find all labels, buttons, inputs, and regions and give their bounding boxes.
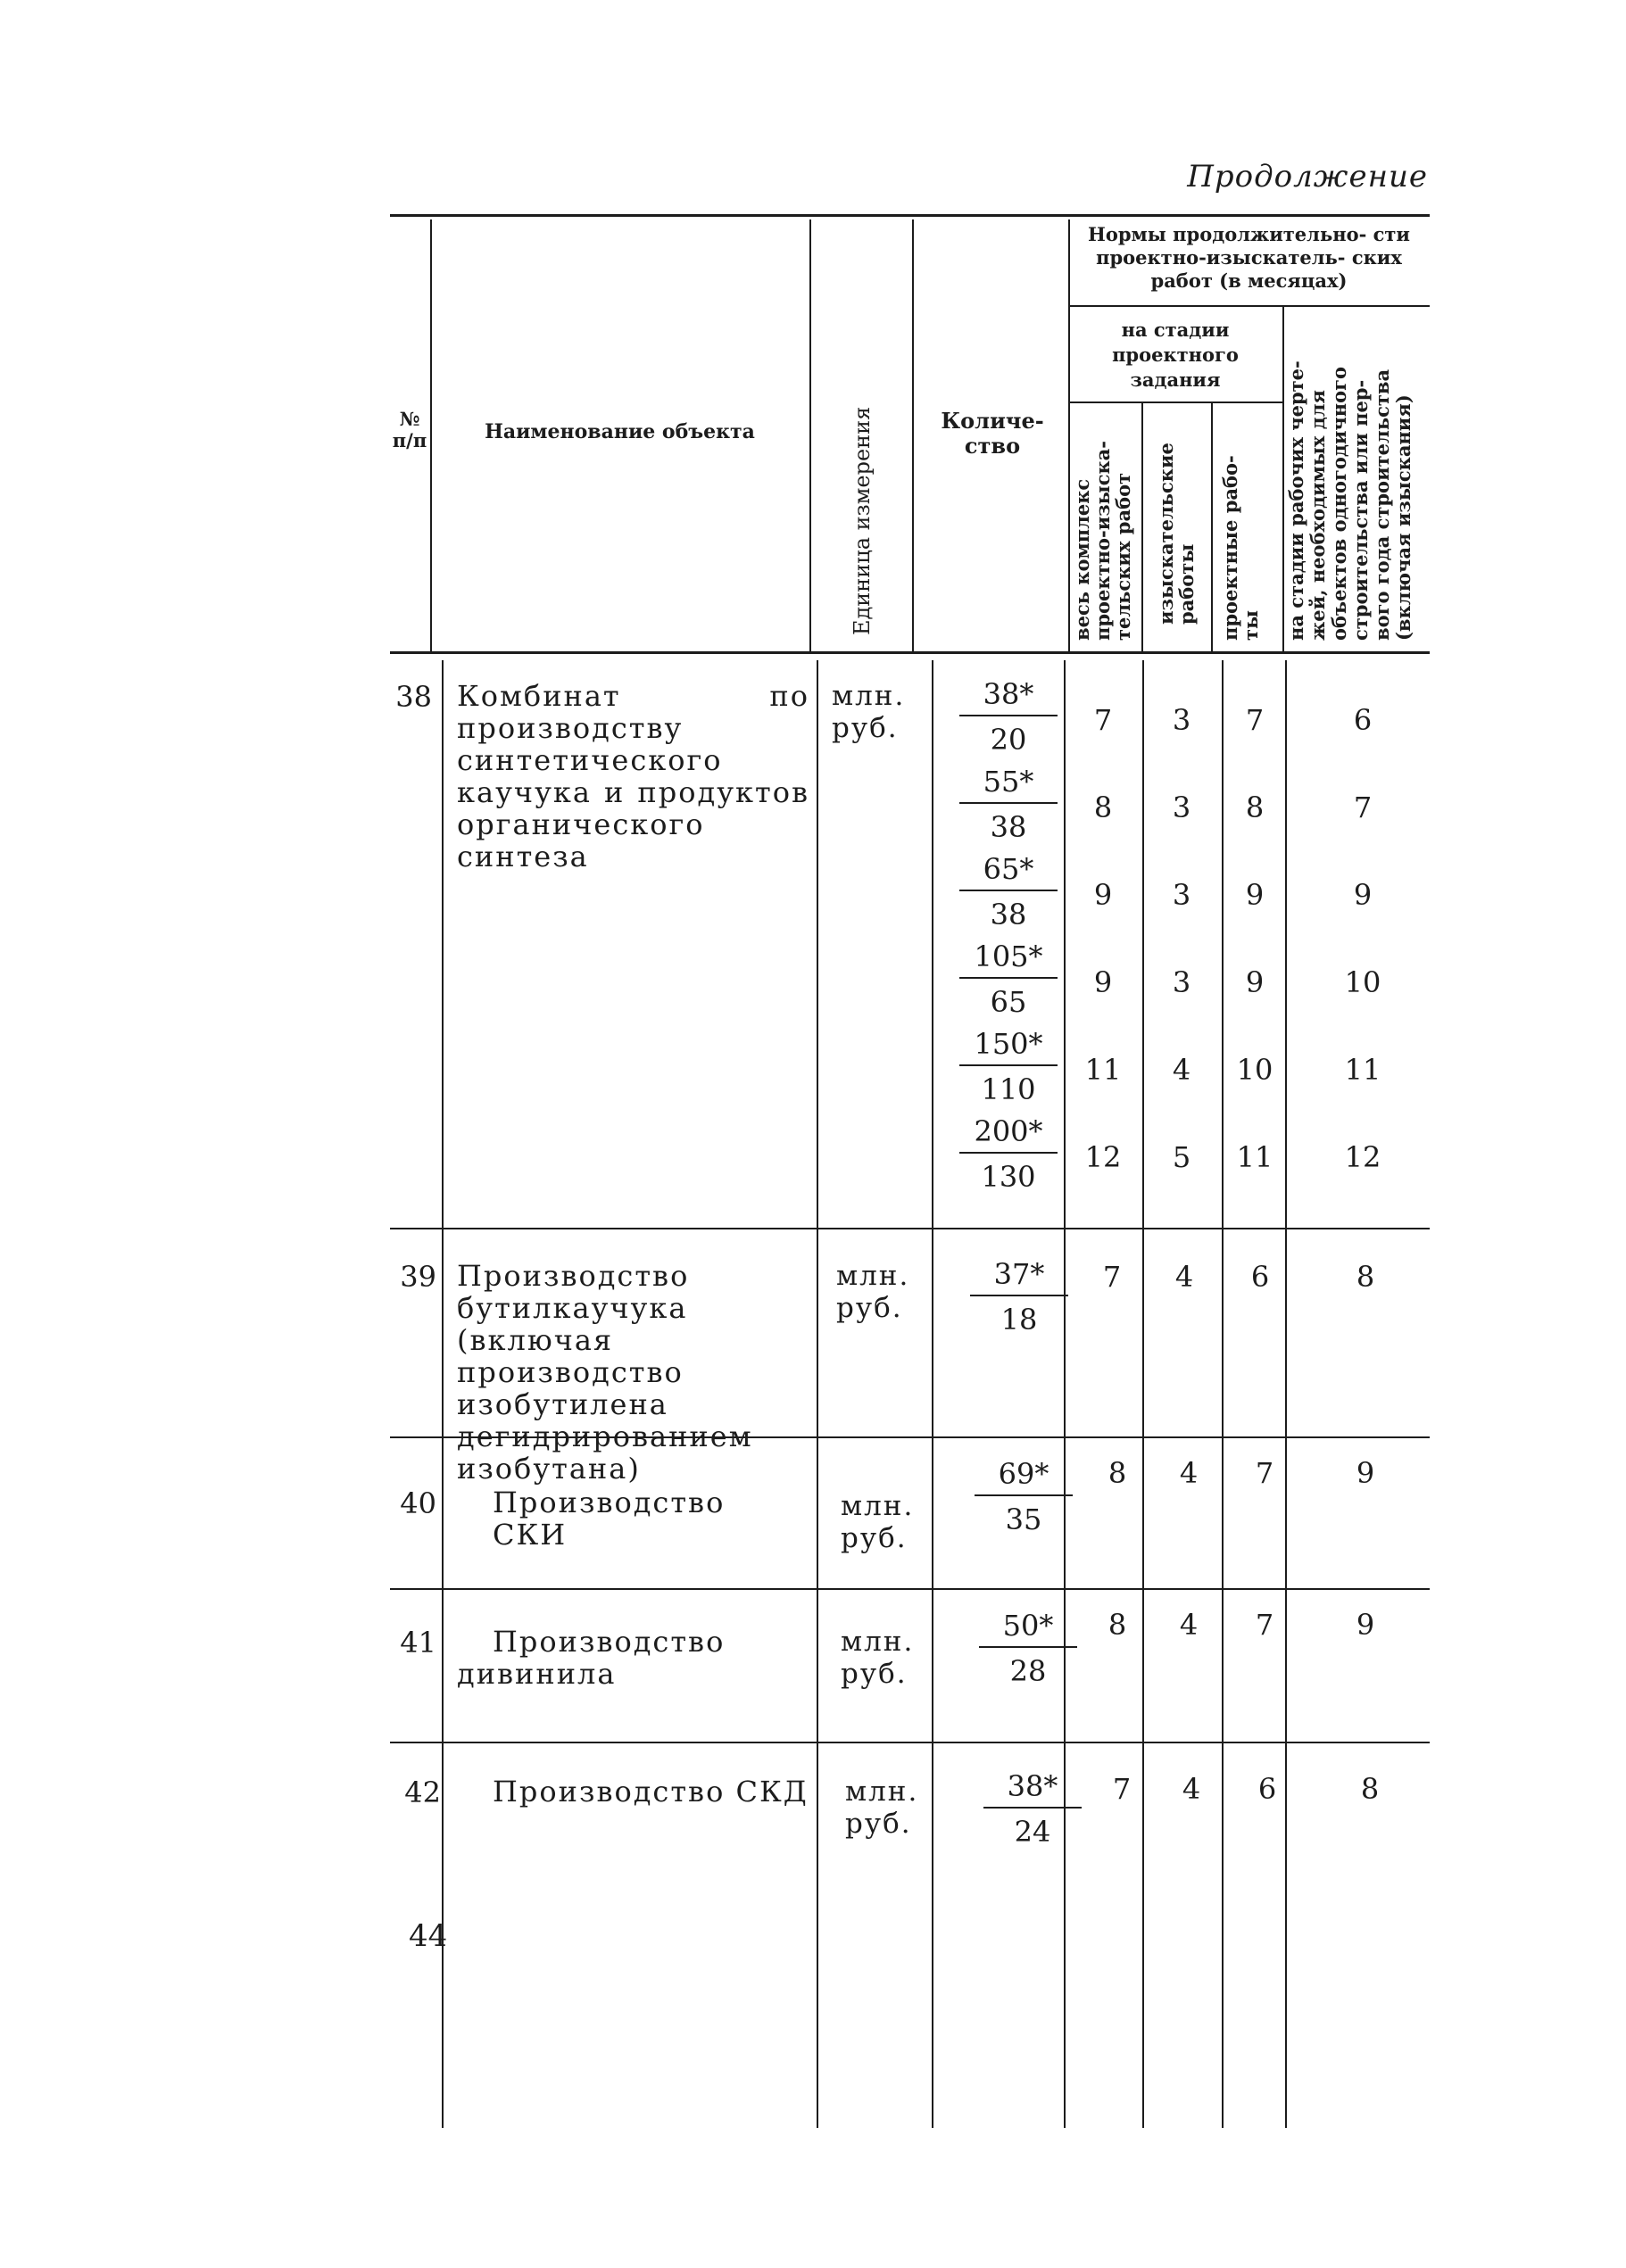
norms-table (390, 214, 1430, 1900)
row-42-name: Производство СКД (493, 1775, 809, 1809)
row-39-unit: млн. руб. (836, 1260, 910, 1324)
row-38-quantity-6: 200* 130 (959, 1113, 1058, 1195)
header-divider-3 (912, 219, 914, 651)
row-39-work: 8 (1356, 1260, 1375, 1294)
row-38-quantity-5: 150* 110 (959, 1026, 1058, 1107)
row-41-unit: млн. руб. (841, 1626, 915, 1690)
row-38-work-4: 10 (1344, 965, 1381, 999)
row-separator-41 (390, 1742, 1430, 1743)
column-header-full-complex: весь комплекс проектно-изыска- тельских работ (1071, 441, 1134, 641)
row-38-survey-2: 3 (1172, 790, 1191, 824)
row-38-quantity-2: 55* 38 (959, 764, 1058, 845)
body-divider-3 (932, 660, 933, 2128)
row-38-work-5: 11 (1344, 1053, 1381, 1087)
row-40-work: 9 (1356, 1456, 1375, 1490)
header-divider-7 (1282, 305, 1284, 651)
column-header-working-drawings: на стадии рабочих черте- жей, необходимых для объектов одногодичного строительства или пер- вого года строительства (включая изыскания) (1285, 360, 1414, 641)
row-40-unit: млн. руб. (841, 1490, 915, 1554)
row-41-design: 7 (1255, 1608, 1274, 1642)
body-divider-4 (1064, 660, 1066, 2128)
row-38-quantity-4: 105* 65 (959, 939, 1058, 1020)
row-42-survey: 4 (1182, 1772, 1201, 1806)
row-38-work-6: 12 (1344, 1140, 1381, 1174)
row-38-design-6: 11 (1236, 1140, 1273, 1174)
row-38-design-2: 8 (1245, 790, 1265, 824)
header-divider-5 (1141, 401, 1143, 651)
row-39-name: Производство бутилкаучука (включая производство изобутилена дегидрированием изобутана) (457, 1259, 753, 1486)
row-38-full-6: 12 (1084, 1140, 1122, 1174)
stage-group-rule (1068, 401, 1282, 403)
column-header-design: проектные рабо- ты (1219, 455, 1262, 641)
row-42-full: 7 (1112, 1772, 1132, 1806)
row-38-number: 38 (395, 680, 432, 714)
row-40-number: 40 (400, 1486, 436, 1520)
body-divider-6 (1222, 660, 1224, 2128)
row-40-full: 8 (1108, 1456, 1127, 1490)
row-42-quantity: 38* 24 (983, 1768, 1082, 1850)
row-42-number: 42 (404, 1775, 441, 1809)
norms-group-rule (1068, 305, 1430, 307)
row-40-quantity: 69* 35 (975, 1456, 1073, 1537)
row-39-full: 7 (1102, 1260, 1122, 1294)
header-divider-4 (1068, 219, 1070, 651)
body-divider-2 (817, 660, 818, 2128)
row-38-full-2: 8 (1093, 790, 1113, 824)
row-42-unit: млн. руб. (845, 1775, 919, 1840)
row-38-full-4: 9 (1093, 965, 1113, 999)
body-divider-7 (1285, 660, 1287, 2128)
row-separator-40 (390, 1588, 1430, 1590)
row-41-name: Производство дивинила (457, 1625, 726, 1691)
row-39-survey: 4 (1174, 1260, 1194, 1294)
row-38-survey-4: 3 (1172, 965, 1191, 999)
column-header-name: Наименование объекта (485, 420, 755, 443)
row-38-full-3: 9 (1093, 878, 1113, 912)
row-39-design: 6 (1250, 1260, 1270, 1294)
row-38-unit: млн. руб. (832, 680, 906, 744)
row-41-quantity: 50* 28 (979, 1608, 1077, 1689)
row-38-design-4: 9 (1245, 965, 1265, 999)
row-38-design-3: 9 (1245, 878, 1265, 912)
row-38-survey-5: 4 (1172, 1053, 1191, 1087)
row-38-work-3: 9 (1353, 878, 1373, 912)
body-divider-5 (1142, 660, 1144, 2128)
row-38-quantity-1: 38* 20 (959, 676, 1058, 757)
row-38-work-2: 7 (1353, 790, 1373, 824)
row-38-work-1: 6 (1353, 703, 1373, 737)
header-bottom-rule (390, 651, 1430, 654)
row-42-work: 8 (1360, 1772, 1380, 1806)
row-41-number: 41 (400, 1626, 436, 1660)
row-38-design-5: 10 (1236, 1053, 1273, 1087)
header-divider-1 (430, 219, 432, 651)
row-38-full-1: 7 (1093, 703, 1113, 737)
header-divider-6 (1211, 401, 1213, 651)
column-header-quantity: Количе- ство (941, 408, 1044, 459)
row-40-survey: 4 (1179, 1456, 1199, 1490)
column-header-number: № п/п (392, 408, 427, 451)
row-39-quantity: 37* 18 (970, 1256, 1068, 1337)
row-40-design: 7 (1255, 1456, 1274, 1490)
row-38-quantity-3: 65* 38 (959, 851, 1058, 932)
row-40-name: Производство СКИ (493, 1486, 726, 1552)
column-header-unit: Единица измерения (850, 406, 875, 635)
column-header-survey: изыскательские работы (1155, 443, 1198, 625)
row-38-full-5: 11 (1084, 1053, 1122, 1087)
row-38-name: Комбинат по производству синтетического каучука и продуктов органического синтеза (457, 679, 809, 873)
column-header-stage-group: на стадии проектного задания (1112, 319, 1239, 391)
continuation-note: Продолжение (1187, 159, 1428, 195)
row-38-survey-1: 3 (1172, 703, 1191, 737)
table-top-rule (390, 214, 1430, 217)
row-separator-38 (390, 1228, 1430, 1229)
row-41-survey: 4 (1179, 1608, 1199, 1642)
column-header-norms-group: Нормы продолжительно- сти проектно-изыскатель- ских работ (в месяцах) (1088, 223, 1410, 292)
row-39-number: 39 (400, 1260, 436, 1294)
page-number: 44 (409, 1918, 448, 1954)
header-divider-2 (809, 219, 811, 651)
body-divider-1 (442, 660, 444, 2128)
row-38-design-1: 7 (1245, 703, 1265, 737)
row-38-survey-3: 3 (1172, 878, 1191, 912)
row-38-survey-6: 5 (1172, 1140, 1191, 1174)
row-42-design: 6 (1257, 1772, 1277, 1806)
row-41-full: 8 (1108, 1608, 1127, 1642)
row-41-work: 9 (1356, 1608, 1375, 1642)
